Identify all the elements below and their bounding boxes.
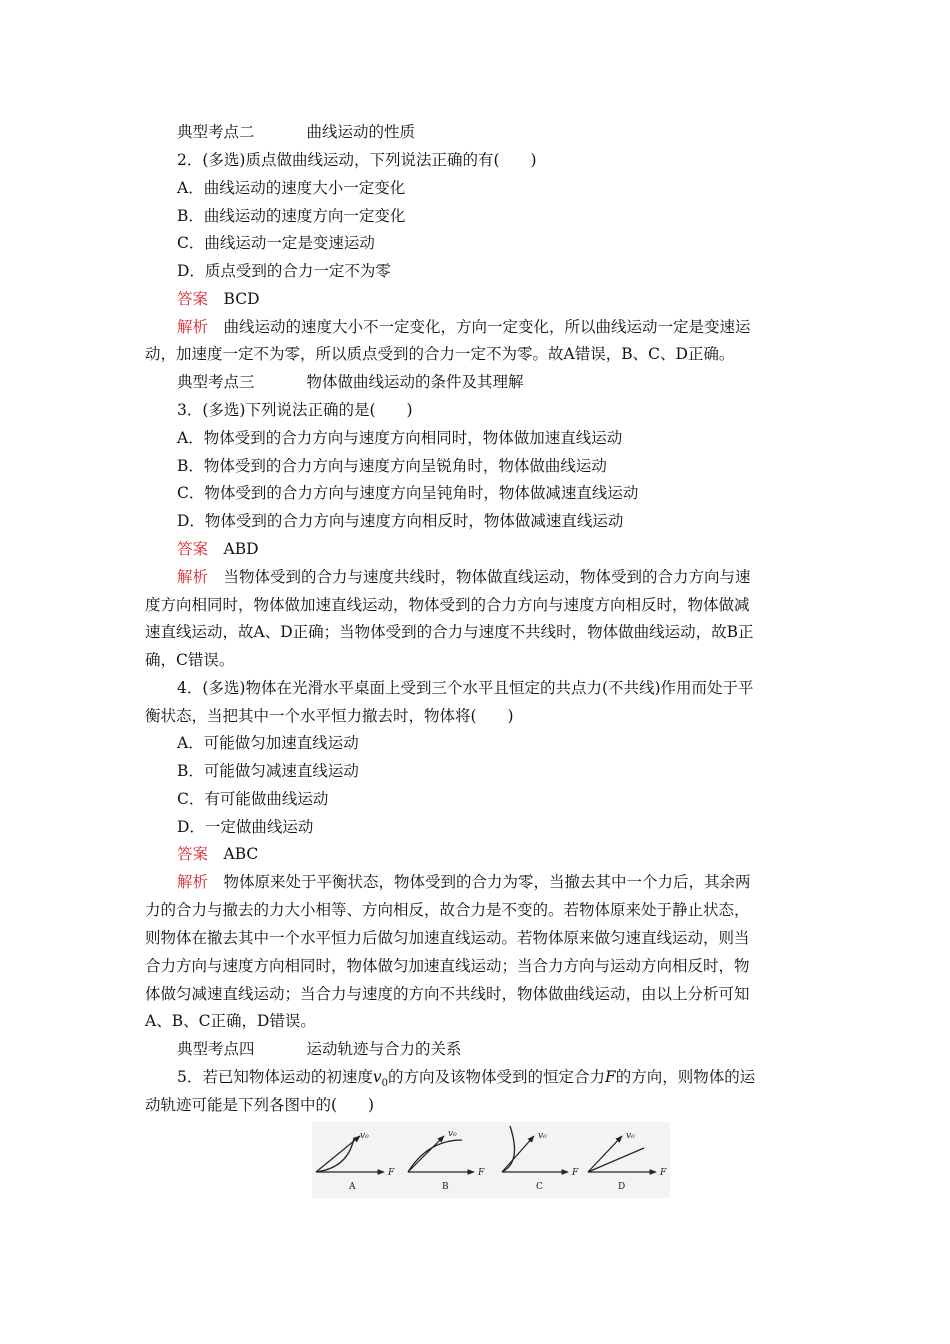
- answer-value: ABC: [223, 845, 259, 863]
- section-name: 运动轨迹与合力的关系: [306, 1040, 462, 1058]
- force-label: F: [572, 1168, 579, 1178]
- question-3-option-c: C．物体受到的合力方向与速度方向呈钝角时，物体做减速直线运动: [177, 484, 639, 502]
- panel-label: C: [536, 1182, 543, 1192]
- answer-label: 答案: [177, 290, 209, 308]
- question-3-analysis-line-1: 解析 当物体受到的合力与速度共线时，物体做直线运动，物体受到的合力方向与速: [177, 568, 751, 586]
- question-2-answer: [177, 289, 260, 309]
- question-3-analysis-line-2: 度方向相同时，物体做加速直线运动，物体受到的合力方向与速度方向相反时，物体做减: [145, 596, 750, 614]
- analysis-label: 解析: [177, 873, 209, 891]
- question-4-analysis-line-5: 体做匀减速直线运动；当合力与速度的方向不共线时，物体做曲线运动，由以上分析可知: [145, 985, 750, 1003]
- question-2-analysis-line-1: 解析 曲线运动的速度大小不一定变化，方向一定变化，所以曲线运动一定是变速运: [177, 318, 751, 336]
- question-2-option-d: D．质点受到的合力一定不为零: [177, 262, 391, 280]
- velocity-label: v₀: [448, 1129, 457, 1139]
- question-3-option-d: D．物体受到的合力方向与速度方向相反时，物体做减速直线运动: [177, 512, 624, 530]
- analysis-label: 解析: [177, 568, 209, 586]
- force-symbol: F: [605, 1068, 616, 1086]
- question-4-option-c: C．有可能做曲线运动: [177, 790, 329, 808]
- force-label: F: [478, 1168, 485, 1178]
- question-3-answer: [177, 539, 259, 559]
- answer-value: ABD: [223, 540, 259, 558]
- answer-value: BCD: [223, 290, 260, 308]
- question-4-analysis-line-6: A、B、C正确，D错误。: [145, 1012, 316, 1030]
- section-name: 物体做曲线运动的条件及其理解: [306, 373, 524, 391]
- question-4-option-b: B．可能做匀减速直线运动: [177, 762, 359, 780]
- question-3-option-a: A．物体受到的合力方向与速度方向相同时，物体做加速直线运动: [177, 429, 623, 447]
- panel-label: D: [618, 1182, 626, 1192]
- section-heading-4: [177, 1039, 462, 1059]
- question-4-answer: [177, 844, 258, 864]
- question-4-analysis-line-2: 力的合力与撤去的力大小相等、方向相反，故合力是不变的。若物体原来处于静止状态，: [145, 901, 750, 919]
- question-4-option-d: D．一定做曲线运动: [177, 818, 314, 836]
- question-4-stem-line-1: 4．(多选)物体在光滑水平桌面上受到三个水平且恒定的共点力(不共线)作用而处于平: [177, 679, 754, 697]
- question-3-stem: 3．(多选)下列说法正确的是( ): [177, 401, 413, 419]
- question-3-option-b: B．物体受到的合力方向与速度方向呈锐角时，物体做曲线运动: [177, 457, 607, 475]
- section-name: 曲线运动的性质: [306, 123, 416, 141]
- analysis-label: 解析: [177, 318, 209, 336]
- question-2-option-b: B．曲线运动的速度方向一定变化: [177, 207, 406, 225]
- section-title: 典型考点三: [177, 373, 255, 391]
- question-3-analysis-line-3: 速直线运动，故A、D正确；当物体受到的合力与速度不共线时，物体做曲线运动，故B正: [145, 623, 754, 641]
- question-5-stem-line-1: 5．若已知物体运动的初速度$v_0$的方向及该物体受到的恒定合力F的方向，则物体的运: [177, 1068, 756, 1090]
- force-label: F: [660, 1168, 667, 1178]
- question-4-analysis-line-4: 合力方向与速度方向相同时，物体做匀加速直线运动；当合力方向与运动方向相反时，物: [145, 957, 750, 975]
- question-3-analysis-line-4: 确，C错误。: [145, 651, 235, 669]
- velocity-label: v₀: [538, 1131, 547, 1141]
- question-2-option-c: C．曲线运动一定是变速运动: [177, 234, 375, 252]
- question-2-analysis-line-2: 动，加速度一定不为零，所以质点受到的合力一定不为零。故A错误，B、C、D正确。: [145, 345, 735, 363]
- panel-label: B: [442, 1182, 449, 1192]
- section-heading-3: [177, 372, 524, 392]
- answer-label: 答案: [177, 845, 209, 863]
- answer-label: 答案: [177, 540, 209, 558]
- section-heading-2: [177, 122, 415, 142]
- question-2-option-a: A．曲线运动的速度大小一定变化: [177, 179, 406, 197]
- question-4-analysis-line-1: 解析 物体原来处于平衡状态，物体受到的合力为零，当撤去其中一个力后，其余两: [177, 873, 751, 891]
- question-4-stem-line-2: 衡状态，当把其中一个水平恒力撤去时，物体将( ): [145, 707, 514, 725]
- section-title: 典型考点二: [177, 123, 255, 141]
- trajectory-figure: [312, 1122, 670, 1198]
- question-4-analysis-line-3: 则物体在撤去其中一个水平恒力后做匀加速直线运动。若物体原来做匀速直线运动，则当: [145, 929, 750, 947]
- v0-symbol: $v_0$: [372, 1068, 389, 1090]
- velocity-label: v₀: [626, 1131, 635, 1141]
- question-2-stem: 2．(多选)质点做曲线运动，下列说法正确的有( ): [177, 151, 537, 169]
- trajectory-figure-svg: [312, 1122, 670, 1198]
- velocity-label: v₀: [360, 1131, 369, 1141]
- question-4-option-a: A．可能做匀加速直线运动: [177, 734, 359, 752]
- force-label: F: [388, 1168, 395, 1178]
- panel-label: A: [349, 1182, 356, 1192]
- section-title: 典型考点四: [177, 1040, 255, 1058]
- question-5-stem-line-2: 动轨迹可能是下列各图中的( ): [145, 1096, 375, 1114]
